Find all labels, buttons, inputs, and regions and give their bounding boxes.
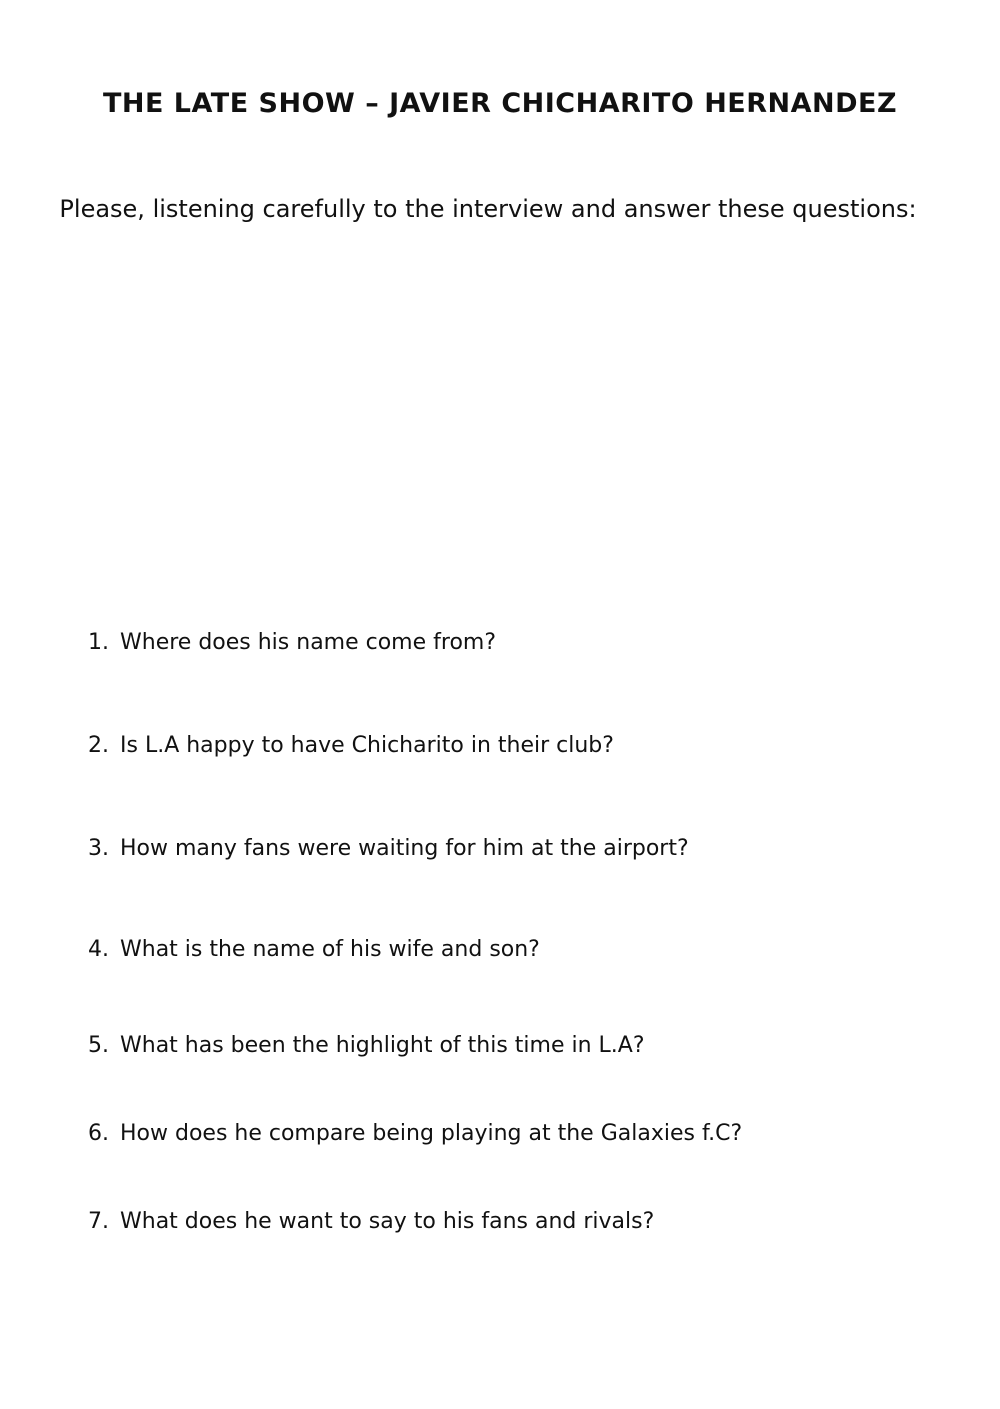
question-item <box>88 937 540 962</box>
question-item <box>88 733 614 758</box>
question-text: What does he want to say to his fans and rivals? <box>120 1209 655 1234</box>
question-number: 2. <box>88 733 109 758</box>
question-text: What is the name of his wife and son? <box>120 937 540 962</box>
question-number: 3. <box>88 836 109 861</box>
instruction-text: Please, listening carefully to the interview and answer these questions: <box>59 195 917 223</box>
question-number: 4. <box>88 937 109 962</box>
question-number: 7. <box>88 1209 109 1234</box>
question-number: 6. <box>88 1121 109 1146</box>
question-item <box>88 630 496 655</box>
question-text: How does he compare being playing at the Galaxies f.C? <box>120 1121 743 1146</box>
question-item <box>88 1209 654 1234</box>
question-text: What has been the highlight of this time in L.A? <box>120 1033 645 1058</box>
question-item <box>88 1121 742 1146</box>
question-number: 1. <box>88 630 109 655</box>
question-text: Where does his name come from? <box>120 630 497 655</box>
question-item <box>88 836 689 861</box>
question-text: How many fans were waiting for him at the airport? <box>120 836 689 861</box>
worksheet-title: THE LATE SHOW – JAVIER CHICHARITO HERNANDEZ <box>102 88 898 119</box>
question-item <box>88 1033 645 1058</box>
question-text: Is L.A happy to have Chicharito in their club? <box>120 733 614 758</box>
question-number: 5. <box>88 1033 109 1058</box>
